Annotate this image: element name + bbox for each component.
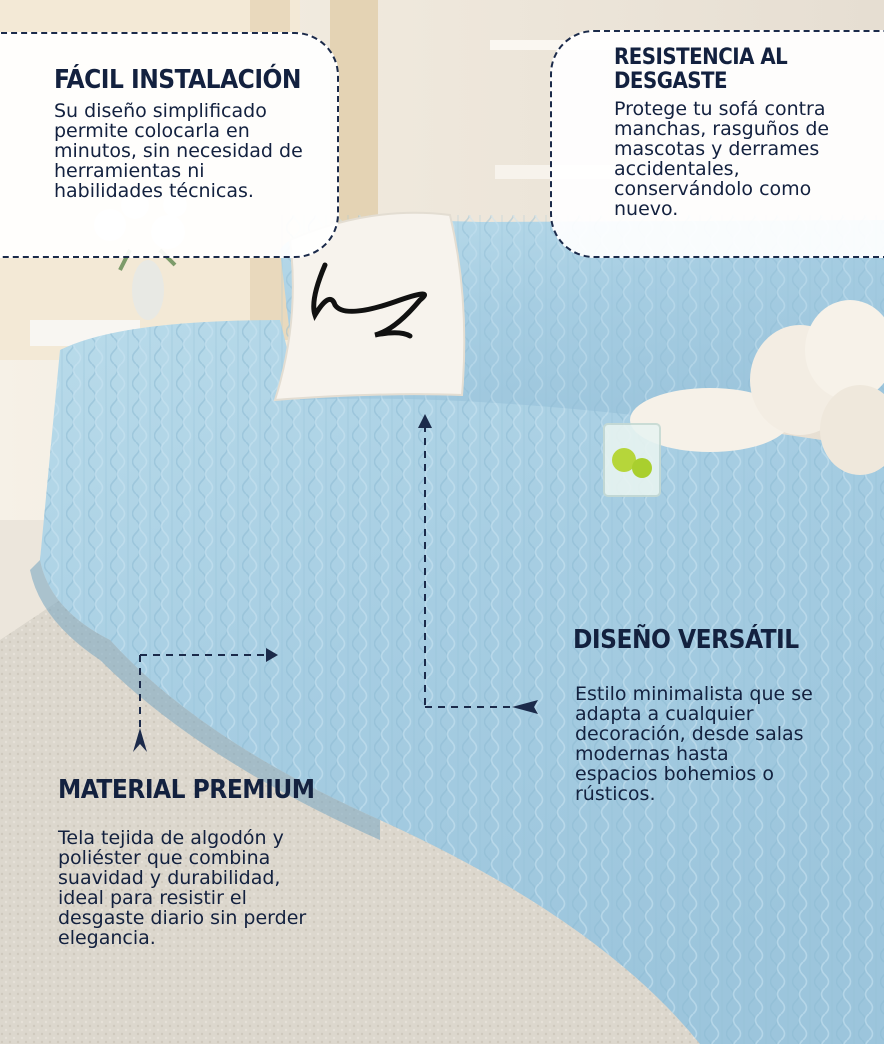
design-title: DISEÑO VERSÁTIL [573,625,799,655]
design-description: Estilo minimalista que se adapta a cualquier decoración, desde salas modernas hasta espacios bohemios o rústicos. [575,683,813,805]
material-title: MATERIAL PREMIUM [58,775,315,805]
resistance-title: RESISTENCIA AL DESGASTE [614,45,788,94]
installation-title: FÁCIL INSTALACIÓN [54,65,301,95]
resistance-description: Protege tu sofá contra manchas, rasguños de mascotas y derrames accidentales, conservándolo como nuevo. [614,98,830,220]
installation-description: Su diseño simplificado permite colocarla en minutos, sin necesidad de herramientas ni habilidades técnicas. [54,100,303,202]
material-description: Tela tejida de algodón y poliéster que combina suavidad y durabilidad, ideal para resistir el desgaste diario sin perder elegancia. [58,827,307,949]
water-glass [604,424,660,496]
